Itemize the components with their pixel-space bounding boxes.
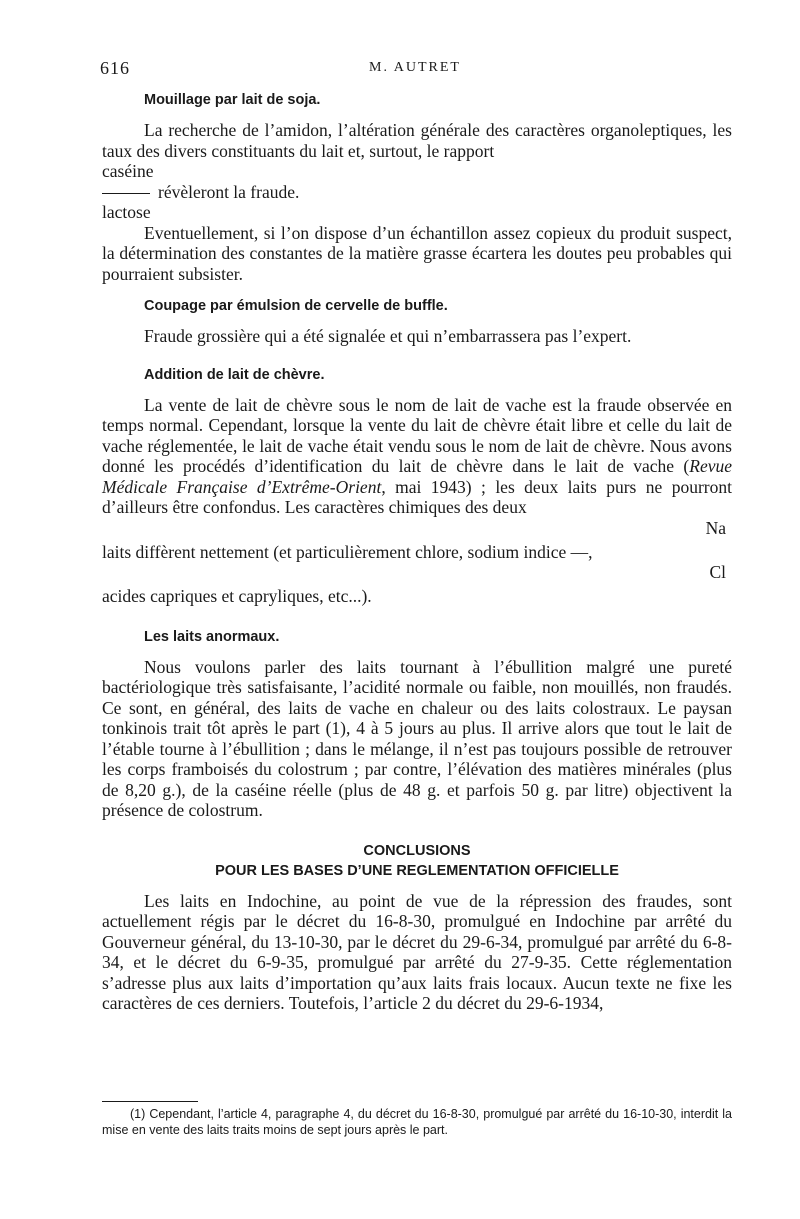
- running-head: [100, 58, 730, 82]
- journal-title: Revue Médicale Française d’Extrême-Orient: [102, 456, 732, 497]
- paragraph-continued: acides capriques et capryliques, etc...).: [102, 586, 372, 606]
- ratio-line: [102, 182, 732, 203]
- chem-denominator: Cl: [709, 562, 726, 582]
- paragraph: Eventuellement, si l’on dispose d’un échantillon assez copieux du produit suspect, la détermination des constantes de la matière grasse écartera les doutes peu probables qui pourraient subsister.: [102, 222, 732, 284]
- paragraph: La recherche de l’amidon, l’altération générale des caractères organoleptiques, les taux des divers constituants du lait et, surtout, le rapport: [102, 120, 732, 161]
- text-run: , mai 1943) ; les deux laits purs ne pourront d’ailleurs être confondus. Les caractères chimiques des deux: [102, 476, 732, 517]
- section-heading-chevre: Addition de lait de chèvre.: [144, 366, 325, 383]
- body-text: [102, 92, 732, 1014]
- ratio-text: révèleront la fraude.: [158, 181, 300, 202]
- running-title: M. AUTRET: [369, 60, 461, 75]
- chem-fraction-denominator: [102, 562, 732, 586]
- ratio-denominator: lactose: [102, 202, 151, 222]
- ratio-numerator: caséine: [102, 161, 154, 181]
- section-heading-anormaux: Les laits anormaux.: [144, 628, 280, 645]
- page-number: 616: [100, 58, 130, 78]
- conclusions-heading: CONCLUSIONS: [363, 842, 471, 859]
- paragraph-chevre: [102, 395, 732, 518]
- paragraph: Fraude grossière qui a été signalée et qui n’embarrassera pas l’expert.: [144, 326, 632, 346]
- section-heading-buffle: Coupage par émulsion de cervelle de buffle.: [144, 298, 448, 314]
- chem-fraction-numerator: [102, 518, 732, 542]
- paragraph: Les laits en Indochine, au point de vue de la répression des fraudes, sont actuellement régis par le décret du 16-8-30, promulgué en Indochine par arrêté du Gouverneur général, du 13-10-30, par le décret du 29-6-34, promulgué par arrêté du 6-8-34, et le décret du 6-9-35, promulgué par arrêté du 27-9-35. Cette réglementation s’adresse plus aux laits d’importation qu’aux laits frais locaux. Aucun texte ne fixe les caractères de ces derniers. Toutefois, l’article 2 du décret du 29-6-1934,: [102, 890, 732, 1013]
- paragraph-continued: laits diffèrent nettement (et particulièrement chlore, sodium indice —,: [102, 541, 593, 562]
- fraction-bar: [102, 193, 150, 194]
- footnote-rule: [102, 1101, 198, 1102]
- paragraph: Nous voulons parler des laits tournant à l’ébullition malgré une pureté bactériologique très satisfaisante, l’acidité normale ou faible, non mouillés, non fraudés. Ce sont, en général, des laits de vache en chaleur ou des laits colostraux. Le paysan tonkinois trait tôt après le part (1), 4 à 5 jours au plus. Il arrive alors que tout le lait de l’étable tourne à l’ébullition ; dans le mélange, il n’est pas toujours possible de retrouver les corps framboisés du colostrum ; par contre, l’élévation des matières minérales (plus de 8,20 g.), de la caséine réelle (plus de 48 g. et parfois 50 g. par litre) objectivent la présence de colostrum.: [102, 656, 732, 820]
- conclusions-subheading: POUR LES BASES D’UNE REGLEMENTATION OFFICIELLE: [215, 862, 619, 879]
- text-run: La vente de lait de chèvre sous le nom de lait de vache est la fraude observée en temps normal. Cependant, lorsque la vente du lait de chèvre était libre et celle du lait de vache réglementée, le lait de vache était vendu sous le nom de lait de chèvre. Nous avons donné les procédés d’identification du lait de chèvre dans le lait de vache (: [102, 394, 732, 476]
- chem-numerator: Na: [705, 517, 726, 538]
- section-heading-soja: Mouillage par lait de soja.: [144, 92, 321, 108]
- footnote: (1) Cependant, l’article 4, paragraphe 4, du décret du 16-8-30, promulgué par arrêté du 16-10-30, interdit la mise en vente des laits traits moins de sept jours après le part.: [102, 1107, 732, 1137]
